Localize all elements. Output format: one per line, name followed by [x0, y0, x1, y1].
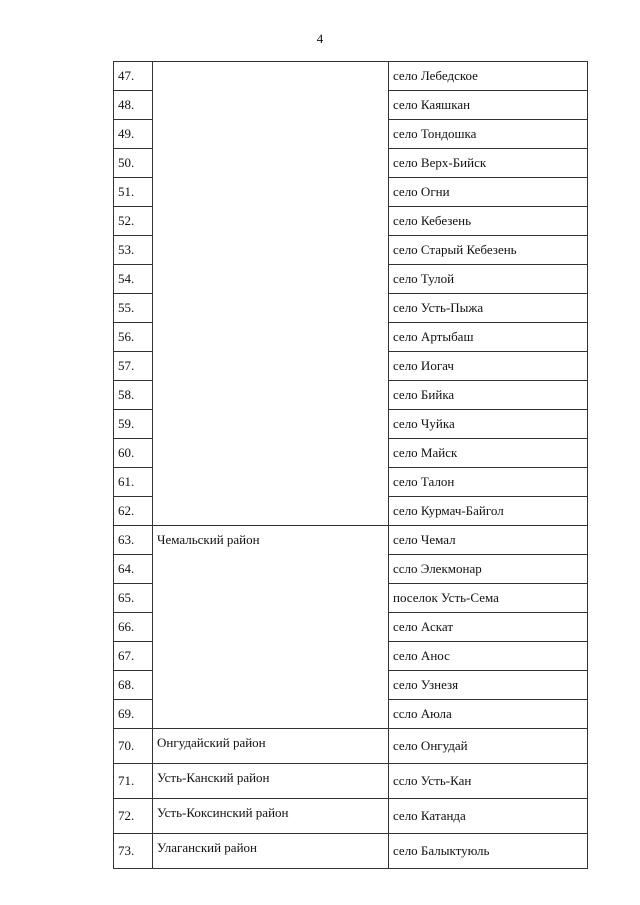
table-row — [114, 729, 588, 764]
row-number: 52. — [114, 207, 153, 236]
district-cell: Онгудайский район — [153, 729, 389, 764]
row-number: 56. — [114, 323, 153, 352]
row-number: 67. — [114, 642, 153, 671]
locality-cell: село Бийка — [389, 381, 588, 410]
row-number: 69. — [114, 700, 153, 729]
row-number: 62. — [114, 497, 153, 526]
locality-cell: село Иогач — [389, 352, 588, 381]
row-number: 64. — [114, 555, 153, 584]
district-cell: Чемальский район — [153, 526, 389, 729]
table-row — [114, 526, 588, 555]
table-row — [114, 62, 588, 91]
row-number: 73. — [114, 834, 153, 869]
locality-cell: село Чуйка — [389, 410, 588, 439]
locality-cell: село Каяшкан — [389, 91, 588, 120]
locality-cell: село Усть-Пыжа — [389, 294, 588, 323]
district-cell — [153, 62, 389, 526]
district-cell: Усть-Канский район — [153, 764, 389, 799]
row-number: 49. — [114, 120, 153, 149]
locality-cell: село Майск — [389, 439, 588, 468]
locality-cell: село Верх-Бийск — [389, 149, 588, 178]
locality-cell: село Курмач-Байгол — [389, 497, 588, 526]
locality-cell: ссло Аюла — [389, 700, 588, 729]
settlements-table — [113, 61, 588, 869]
row-number: 65. — [114, 584, 153, 613]
table-row — [114, 834, 588, 869]
district-cell: Улаганский район — [153, 834, 389, 869]
row-number: 48. — [114, 91, 153, 120]
table-row — [114, 799, 588, 834]
table-row — [114, 764, 588, 799]
locality-cell: село Лебедское — [389, 62, 588, 91]
district-cell: Усть-Коксинский район — [153, 799, 389, 834]
row-number: 58. — [114, 381, 153, 410]
locality-cell: село Узнезя — [389, 671, 588, 700]
row-number: 61. — [114, 468, 153, 497]
row-number: 72. — [114, 799, 153, 834]
row-number: 59. — [114, 410, 153, 439]
row-number: 47. — [114, 62, 153, 91]
row-number: 51. — [114, 178, 153, 207]
locality-cell: село Тулой — [389, 265, 588, 294]
locality-cell: село Анос — [389, 642, 588, 671]
row-number: 55. — [114, 294, 153, 323]
row-number: 60. — [114, 439, 153, 468]
locality-cell: село Старый Кебезень — [389, 236, 588, 265]
locality-cell: поселок Усть-Сема — [389, 584, 588, 613]
locality-cell: село Чемал — [389, 526, 588, 555]
row-number: 70. — [114, 729, 153, 764]
row-number: 71. — [114, 764, 153, 799]
row-number: 57. — [114, 352, 153, 381]
locality-cell: село Онгудай — [389, 729, 588, 764]
row-number: 53. — [114, 236, 153, 265]
row-number: 66. — [114, 613, 153, 642]
row-number: 50. — [114, 149, 153, 178]
row-number: 68. — [114, 671, 153, 700]
locality-cell: ссло Элекмонар — [389, 555, 588, 584]
row-number: 63. — [114, 526, 153, 555]
locality-cell: село Артыбаш — [389, 323, 588, 352]
locality-cell: ссло Усть-Кан — [389, 764, 588, 799]
page-number: 4 — [316, 31, 324, 46]
locality-cell: село Аскат — [389, 613, 588, 642]
row-number: 54. — [114, 265, 153, 294]
locality-cell: село Огни — [389, 178, 588, 207]
locality-cell: село Кебезень — [389, 207, 588, 236]
locality-cell: село Талон — [389, 468, 588, 497]
locality-cell: село Катанда — [389, 799, 588, 834]
locality-cell: село Тондошка — [389, 120, 588, 149]
locality-cell: село Балыктуюль — [389, 834, 588, 869]
